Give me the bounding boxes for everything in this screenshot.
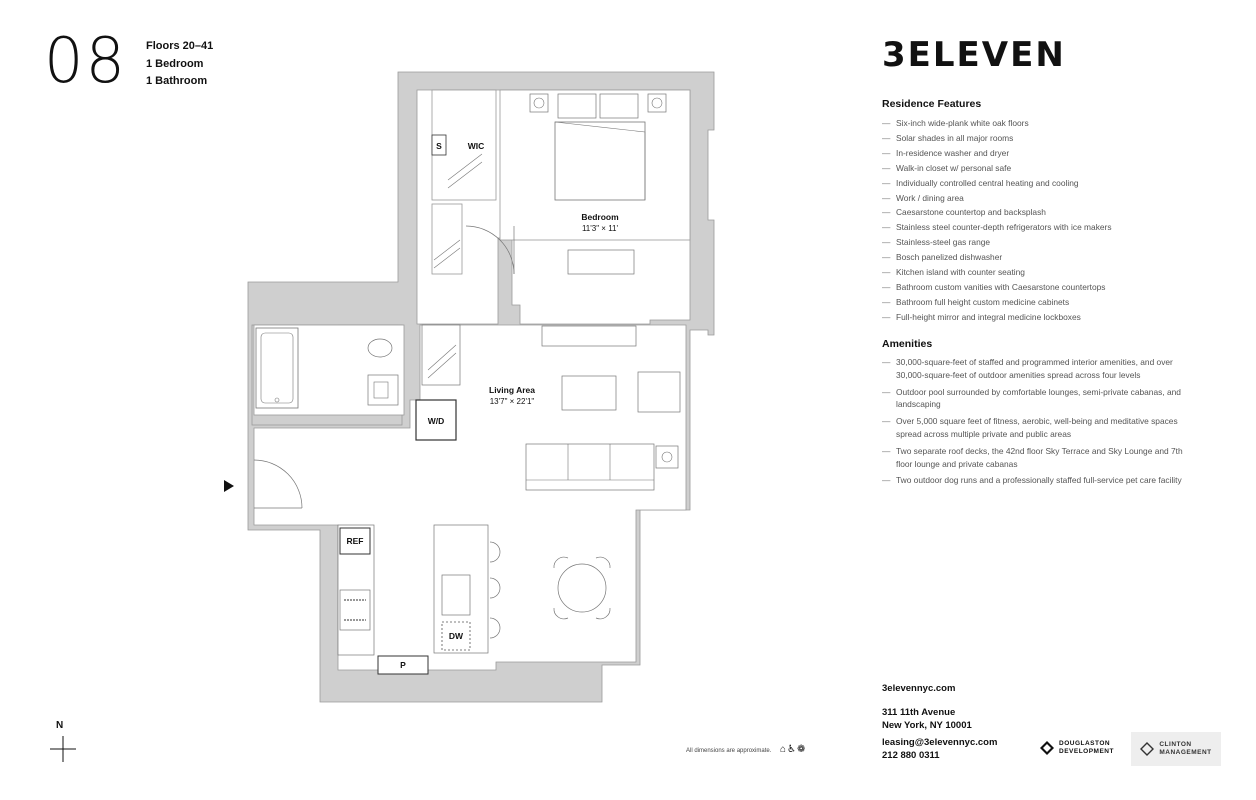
amenity-item: — Over 5,000 square feet of fitness, aerobic, well-being and meditative spaces spread across multiple private and public areas [882,415,1192,441]
feature-item: — Full-height mirror and integral medicine lockboxes [882,310,1182,325]
equal-housing-icon: ⌂ [780,744,788,755]
unit-meta [146,38,213,91]
room-label-wd: W/D [427,416,445,426]
clinton-line2: MANAGEMENT [1159,749,1212,756]
unit-bathrooms: 1 Bathroom [146,75,208,87]
feature-item: — Work / dining area [882,191,1182,206]
unit-number: 08 [44,24,127,97]
room-label-living: Living Area [489,385,535,395]
amenities-list [882,356,1182,487]
room-label-dw: DW [448,631,464,641]
contact-phone[interactable]: 212 880 0311 [882,750,940,761]
clinton-logo [1131,732,1221,766]
floor-plan [220,70,720,710]
amenities [882,338,1182,491]
feature-item: — In-residence washer and dryer [882,146,1182,161]
contact-website[interactable]: 3elevennyc.com [882,683,956,694]
residence-features-heading: Residence Features [882,98,982,110]
amenities-heading: Amenities [882,338,933,350]
feature-item: — Walk-in closet w/ personal safe [882,161,1182,176]
north-label: N [56,720,64,731]
amenity-item: — 30,000-square-feet of staffed and programmed interior amenities, and over 30,000-square-feet of outdoor amenities spread across four levels [882,356,1192,382]
paw-icon: ❁ [797,744,807,755]
douglaston-mark-icon [1040,741,1054,755]
douglaston-line2: DEVELOPMENT [1059,748,1114,755]
plan-bed [555,122,645,200]
feature-item: — Stainless steel counter-depth refrigerators with ice makers [882,220,1182,235]
contact-address [882,706,972,732]
contact-address-line1: 311 11th Avenue [882,707,956,718]
contact-address-line2: New York, NY 10001 [882,720,972,731]
plan-dining-table [558,564,606,612]
room-dim-living: 13'7" × 22'1" [489,397,535,406]
brand-logo: 3ELEVEN [882,35,1066,75]
feature-item: — Bosch panelized dishwasher [882,250,1182,265]
room-label-pantry: P [400,660,406,670]
contact-info [882,736,997,762]
contact-email[interactable]: leasing@3elevennyc.com [882,737,998,748]
plan-closet-lower [432,204,462,274]
feature-item: — Individually controlled central heating and cooling [882,176,1182,191]
plan-tv-console [542,326,636,346]
unit-floors: Floors 20–41 [146,40,214,52]
feature-item: — Six-inch wide-plank white oak floors [882,116,1182,131]
wheelchair-icon: ♿ [787,744,798,755]
entry-arrow-icon [224,480,234,492]
feature-item: — Kitchen island with counter seating [882,265,1182,280]
residence-features-list [882,116,1182,325]
room-label-bedroom: Bedroom [581,212,619,222]
room-label-safe: S [436,141,442,151]
feature-item: — Stainless-steel gas range [882,235,1182,250]
disclaimer: All dimensions are approximate. [686,748,772,754]
plan-toilet [368,339,392,357]
clinton-line1: CLINTON [1159,741,1192,748]
douglaston-logo [1040,740,1114,756]
accessibility-icons [780,744,806,755]
amenity-item: — Outdoor pool surrounded by comfortable lounges, semi-private cabanas, and landscaping [882,386,1192,412]
plan-armchair [638,372,680,412]
plan-coffee-table [562,376,616,410]
feature-item: — Bathroom custom vanities with Caesarstone countertops [882,280,1182,295]
north-arrow-icon [48,718,78,762]
amenity-item: — Two outdoor dog runs and a professionally staffed full-service pet care facility [882,474,1192,487]
room-label-wic: WIC [467,141,485,151]
plan-sofa [526,444,654,490]
feature-item: — Bathroom full height custom medicine cabinets [882,295,1182,310]
unit-bedrooms: 1 Bedroom [146,57,204,70]
amenity-item: — Two separate roof decks, the 42nd floor Sky Terrace and Sky Lounge and 7th floor lounge and private cabanas [882,445,1192,471]
douglaston-line1: DOUGLASTON [1059,740,1111,747]
residence-features [882,98,1182,325]
feature-item: — Solar shades in all major rooms [882,131,1182,146]
clinton-mark-icon [1140,742,1154,756]
room-dim-bedroom: 11'3" × 11' [581,224,619,233]
room-label-ref: REF [346,536,364,546]
feature-item: — Caesarstone countertop and backsplash [882,205,1182,220]
